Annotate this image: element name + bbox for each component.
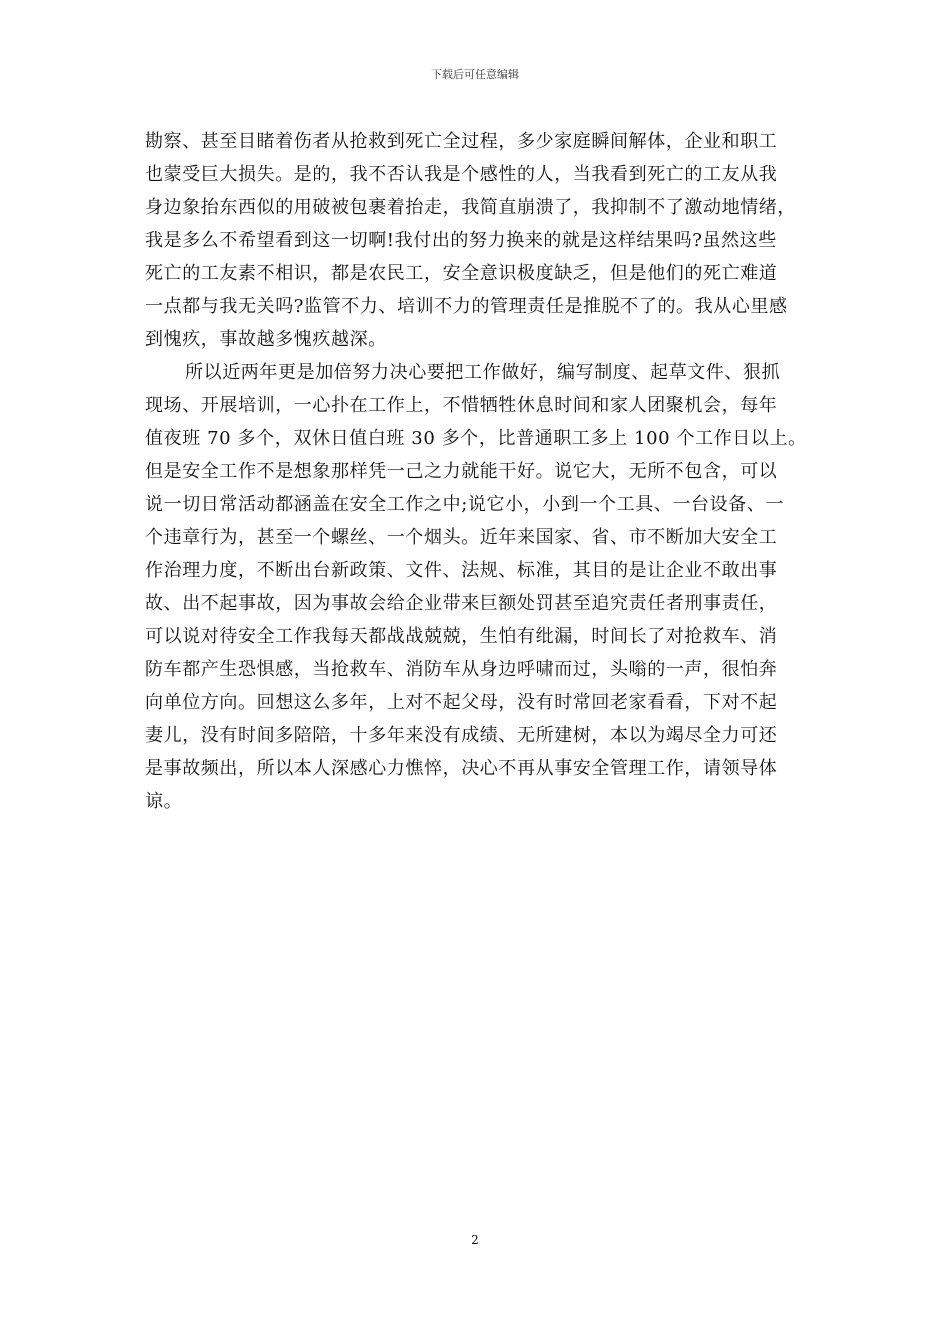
text-line: 向单位方向。回想这么多年，上对不起父母，没有时常回老家看看，下对不起 xyxy=(145,692,778,713)
page-header: 下载后可任意编辑 xyxy=(431,68,519,81)
text-line: 也蒙受巨大损失。是的，我不否认我是个感性的人，当我看到死亡的工友从我 xyxy=(145,164,778,185)
paragraph-1 xyxy=(145,125,809,356)
text-line: 个违章行为，甚至一个螺丝、一个烟头。近年来国家、省、市不断加大安全工 xyxy=(145,527,778,548)
text-line: 说一切日常活动都涵盖在安全工作之中;说它小，小到一个工具、一台设备、一 xyxy=(145,494,785,515)
text-line: 防车都产生恐惧感，当抢救车、消防车从身边呼啸而过，头嗡的一声，很怕奔 xyxy=(145,659,778,680)
document-body xyxy=(145,125,809,818)
text-line: 到愧疚，事故越多愧疚越深。 xyxy=(145,329,387,350)
text-line: 谅。 xyxy=(145,791,183,812)
text-line: 所以近两年更是加倍努力决心要把工作做好，编写制度、起草文件、狠抓 xyxy=(185,362,781,383)
paragraph-2 xyxy=(145,356,809,818)
text-line: 妻儿，没有时间多陪陪，十多年来没有成绩、无所建树，本以为竭尽全力可还 xyxy=(145,725,778,746)
text-line: 死亡的工友素不相识，都是农民工，安全意识极度缺乏，但是他们的死亡难道 xyxy=(145,263,778,284)
text-line: 是事故频出，所以本人深感心力憔悴，决心不再从事安全管理工作，请领导体 xyxy=(145,758,778,779)
page-number: 2 xyxy=(471,1233,479,1247)
text-line: 我是多么不希望看到这一切啊!我付出的努力换来的就是这样结果吗?虽然这些 xyxy=(145,230,777,251)
text-line: 值夜班 70 多个，双休日值白班 30 多个，比普通职工多上 100 个工作日以上。 xyxy=(145,428,807,449)
text-line: 故、出不起事故，因为事故会给企业带来巨额处罚甚至追究责任者刑事责任， xyxy=(145,593,778,614)
text-line: 现场、开展培训，一心扑在工作上，不惜牺牲休息时间和家人团聚机会，每年 xyxy=(145,395,778,416)
text-line: 勘察、甚至目睹着伤者从抢救到死亡全过程，多少家庭瞬间解体，企业和职工 xyxy=(145,131,778,152)
text-line: 可以说对待安全工作我每天都战战兢兢，生怕有纰漏，时间长了对抢救车、消 xyxy=(145,626,778,647)
text-line: 但是安全工作不是想象那样凭一己之力就能干好。说它大，无所不包含，可以 xyxy=(145,461,778,482)
text-line: 身边象抬东西似的用破被包裹着抬走，我简直崩溃了，我抑制不了激动地情绪， xyxy=(145,197,796,218)
text-line: 作治理力度，不断出台新政策、文件、法规、标准，其目的是让企业不敢出事 xyxy=(145,560,778,581)
text-line: 一点都与我无关吗?监管不力、培训不力的管理责任是推脱不了的。我从心里感 xyxy=(145,296,788,317)
